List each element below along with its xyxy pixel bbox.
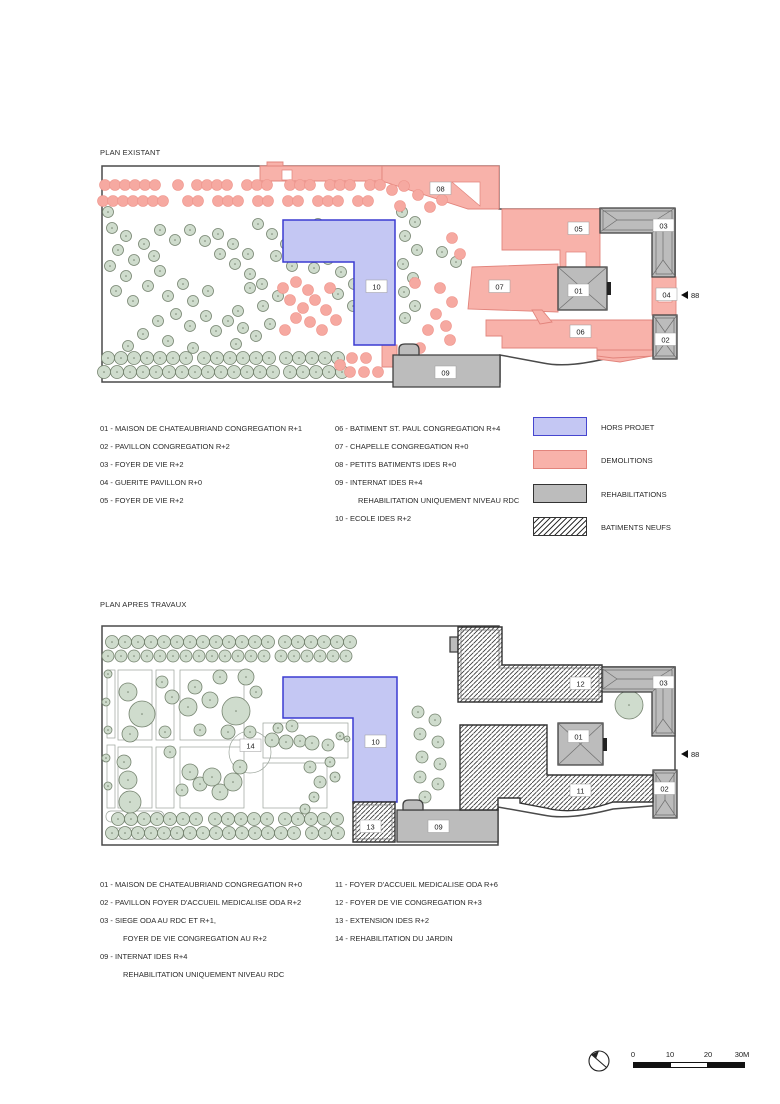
elevation-marker-icon [681, 750, 688, 758]
tree-pink [223, 196, 234, 207]
scale-tick-label: 30M [734, 1050, 750, 1059]
tree-pink [423, 325, 434, 336]
tree-pink [278, 283, 289, 294]
tree-pink [335, 360, 346, 371]
legend-item: 08 - PETITS BATIMENTS IDES R+0 [335, 460, 457, 469]
building-label: 02 [660, 784, 669, 794]
rehabilitation-building [403, 800, 423, 810]
tree-pink [222, 180, 233, 191]
tree-pink [242, 180, 253, 191]
legend-item: 06 - BATIMENT ST. PAUL CONGREGATION R+4 [335, 424, 501, 433]
tree-pink [447, 297, 458, 308]
tree-pink [305, 317, 316, 328]
legend-item: 01 - MAISON DE CHATEAUBRIAND CONGREGATION R+0 [100, 880, 303, 889]
legend-item: REHABILITATION UNIQUEMENT NIVEAU RDC [358, 496, 520, 505]
tree-pink [347, 353, 358, 364]
scale-tick-label: 10 [665, 1050, 675, 1059]
plan-existant-legend-col2 [335, 420, 519, 528]
tree-pink [455, 249, 466, 260]
tree-pink [375, 180, 386, 191]
legend-item: 12 - FOYER DE VIE CONGREGATION R+3 [335, 898, 482, 907]
rehabilitation-building [450, 637, 458, 652]
tree-pink [413, 190, 424, 201]
tree-pink [108, 196, 119, 207]
scale-tick-label: 0 [630, 1050, 636, 1059]
legend-item: 11 - FOYER D'ACCUEIL MEDICALISE ODA R+6 [335, 880, 498, 889]
elevation-marker-icon [681, 291, 688, 299]
tree-pink [395, 201, 406, 212]
legend-item: 03 - SIEGE ODA AU RDC ET R+1, [100, 916, 216, 925]
tree-pink [263, 196, 274, 207]
tree-pink [305, 180, 316, 191]
tree-pink [359, 367, 370, 378]
tree-pink [431, 309, 442, 320]
tree-pink [293, 196, 304, 207]
tree-pink [387, 185, 398, 196]
scale-bar-segment [670, 1062, 708, 1068]
tree-pink [323, 196, 334, 207]
tree-pink [138, 196, 149, 207]
building-label: 14 [246, 741, 255, 751]
building-label: 01 [574, 732, 583, 742]
tree-pink [291, 277, 302, 288]
building-label: 12 [576, 679, 585, 689]
tree-pink [183, 196, 194, 207]
tree-pink [285, 295, 296, 306]
tree-pink [373, 367, 384, 378]
tree-pink [128, 196, 139, 207]
tree-pink [317, 325, 328, 336]
legend-item: 09 - INTERNAT IDES R+4 [100, 952, 188, 961]
plan-existant-drawing [100, 160, 700, 392]
tree-pink [437, 195, 448, 206]
scale-bar-segment [633, 1062, 670, 1068]
color-legend-label: DEMOLITIONS [601, 456, 653, 465]
tree-pink [353, 196, 364, 207]
tree-pink [447, 233, 458, 244]
pink-swatch [533, 450, 587, 469]
legend-item: 02 - PAVILLON CONGREGATION R+2 [100, 442, 230, 451]
gray-swatch [533, 484, 587, 503]
legend-item: 09 - INTERNAT IDES R+4 [335, 478, 423, 487]
tree-pink [130, 180, 141, 191]
building-label: 09 [441, 368, 450, 378]
tree-pink [150, 180, 161, 191]
tree-pink [441, 321, 452, 332]
blue-swatch [533, 417, 587, 436]
rehabilitation-building [399, 344, 419, 355]
building-label: 08 [436, 184, 445, 194]
building-label: 02 [661, 335, 670, 345]
building-label: 10 [372, 282, 381, 292]
legend-item: 03 - FOYER DE VIE R+2 [100, 460, 184, 469]
tree-pink [110, 180, 121, 191]
north-arrow-icon [586, 1048, 612, 1074]
elevation-marker-value: 88 [691, 291, 700, 300]
tree-pink [285, 180, 296, 191]
building-label: 05 [574, 224, 583, 234]
tree-pink [233, 196, 244, 207]
building-label: 07 [495, 282, 504, 292]
tree-pink [410, 278, 421, 289]
tree-pink [253, 196, 264, 207]
building-label: 11 [576, 786, 585, 796]
tree-pink [140, 180, 151, 191]
tree-pink [425, 202, 436, 213]
plan-apres-drawing [100, 612, 700, 848]
tree-pink [193, 196, 204, 207]
tree-pink [262, 180, 273, 191]
legend-item: 14 - REHABILITATION DU JARDIN [335, 934, 453, 943]
tree-pink [213, 196, 224, 207]
legend-item: FOYER DE VIE CONGREGATION AU R+2 [123, 934, 267, 943]
building-label: 04 [662, 290, 671, 300]
tree-pink [118, 196, 129, 207]
tree-pink [310, 295, 321, 306]
plan-existant-title: PLAN EXISTANT [100, 148, 161, 157]
legend-item: 13 - EXTENSION IDES R+2 [335, 916, 429, 925]
legend-item: 05 - FOYER DE VIE R+2 [100, 496, 184, 505]
tree-pink [399, 181, 410, 192]
building-label: 09 [434, 822, 443, 832]
tree-pink [345, 180, 356, 191]
building-label: 13 [366, 822, 375, 832]
color-legend-label: HORS PROJET [601, 423, 655, 432]
demolition-building [260, 166, 382, 181]
scale-tick-label: 20 [703, 1050, 713, 1059]
tree-pink [291, 313, 302, 324]
color-legend-label: BATIMENTS NEUFS [601, 523, 671, 532]
elevation-marker-value: 88 [691, 750, 700, 759]
tree-pink [333, 196, 344, 207]
scale-bar-segment [708, 1062, 745, 1068]
hatch-swatch [533, 517, 587, 536]
tree-pink [100, 180, 111, 191]
tree-pink [435, 283, 446, 294]
color-legend-label: REHABILITATIONS [601, 490, 667, 499]
legend-item: 04 - GUERITE PAVILLON R+0 [100, 478, 203, 487]
building-label: 03 [659, 221, 668, 231]
tree-pink [98, 196, 109, 207]
tree-pink [363, 196, 374, 207]
tree-pink [335, 180, 346, 191]
tree-pink [325, 283, 336, 294]
building-label: 03 [659, 678, 668, 688]
tree-pink [148, 196, 159, 207]
tree-pink [361, 353, 372, 364]
tree-pink [173, 180, 184, 191]
new-building [458, 627, 602, 702]
tree-pink [303, 285, 314, 296]
tree-pink [158, 196, 169, 207]
tree-pink [331, 315, 342, 326]
plan-apres-legend-col1 [100, 876, 302, 984]
tree-pink [280, 325, 291, 336]
tree-pink [283, 196, 294, 207]
tree-pink [298, 303, 309, 314]
legend-item: 01 - MAISON DE CHATEAUBRIAND CONGREGATION R+1 [100, 424, 303, 433]
tree-pink [321, 305, 332, 316]
plan-apres-legend-col2 [335, 876, 498, 948]
legend-item: 07 - CHAPELLE CONGREGATION R+0 [335, 442, 469, 451]
plan-apres-title: PLAN APRES TRAVAUX [100, 600, 187, 609]
tree-pink [365, 180, 376, 191]
demolition-building [267, 162, 283, 166]
tree-pink [192, 180, 203, 191]
plan-existant-legend-col1 [100, 420, 302, 510]
tree-pink [252, 180, 263, 191]
demolition-building [468, 264, 558, 312]
tree-pink [295, 180, 306, 191]
building-label: 10 [371, 737, 380, 747]
building-label: 06 [576, 327, 585, 337]
tree-pink [212, 180, 223, 191]
building-label: 01 [574, 286, 583, 296]
legend-item: 02 - PAVILLON FOYER D'ACCUEIL MEDICALISE ODA R+2 [100, 898, 302, 907]
legend-item: 10 - ECOLE IDES R+2 [335, 514, 412, 523]
tree-pink [120, 180, 131, 191]
tree-pink [313, 196, 324, 207]
tree-pink [325, 180, 336, 191]
tree-pink [345, 367, 356, 378]
tree-pink [445, 335, 456, 346]
legend-item: REHABILITATION UNIQUEMENT NIVEAU RDC [123, 970, 285, 979]
tree-pink [202, 180, 213, 191]
